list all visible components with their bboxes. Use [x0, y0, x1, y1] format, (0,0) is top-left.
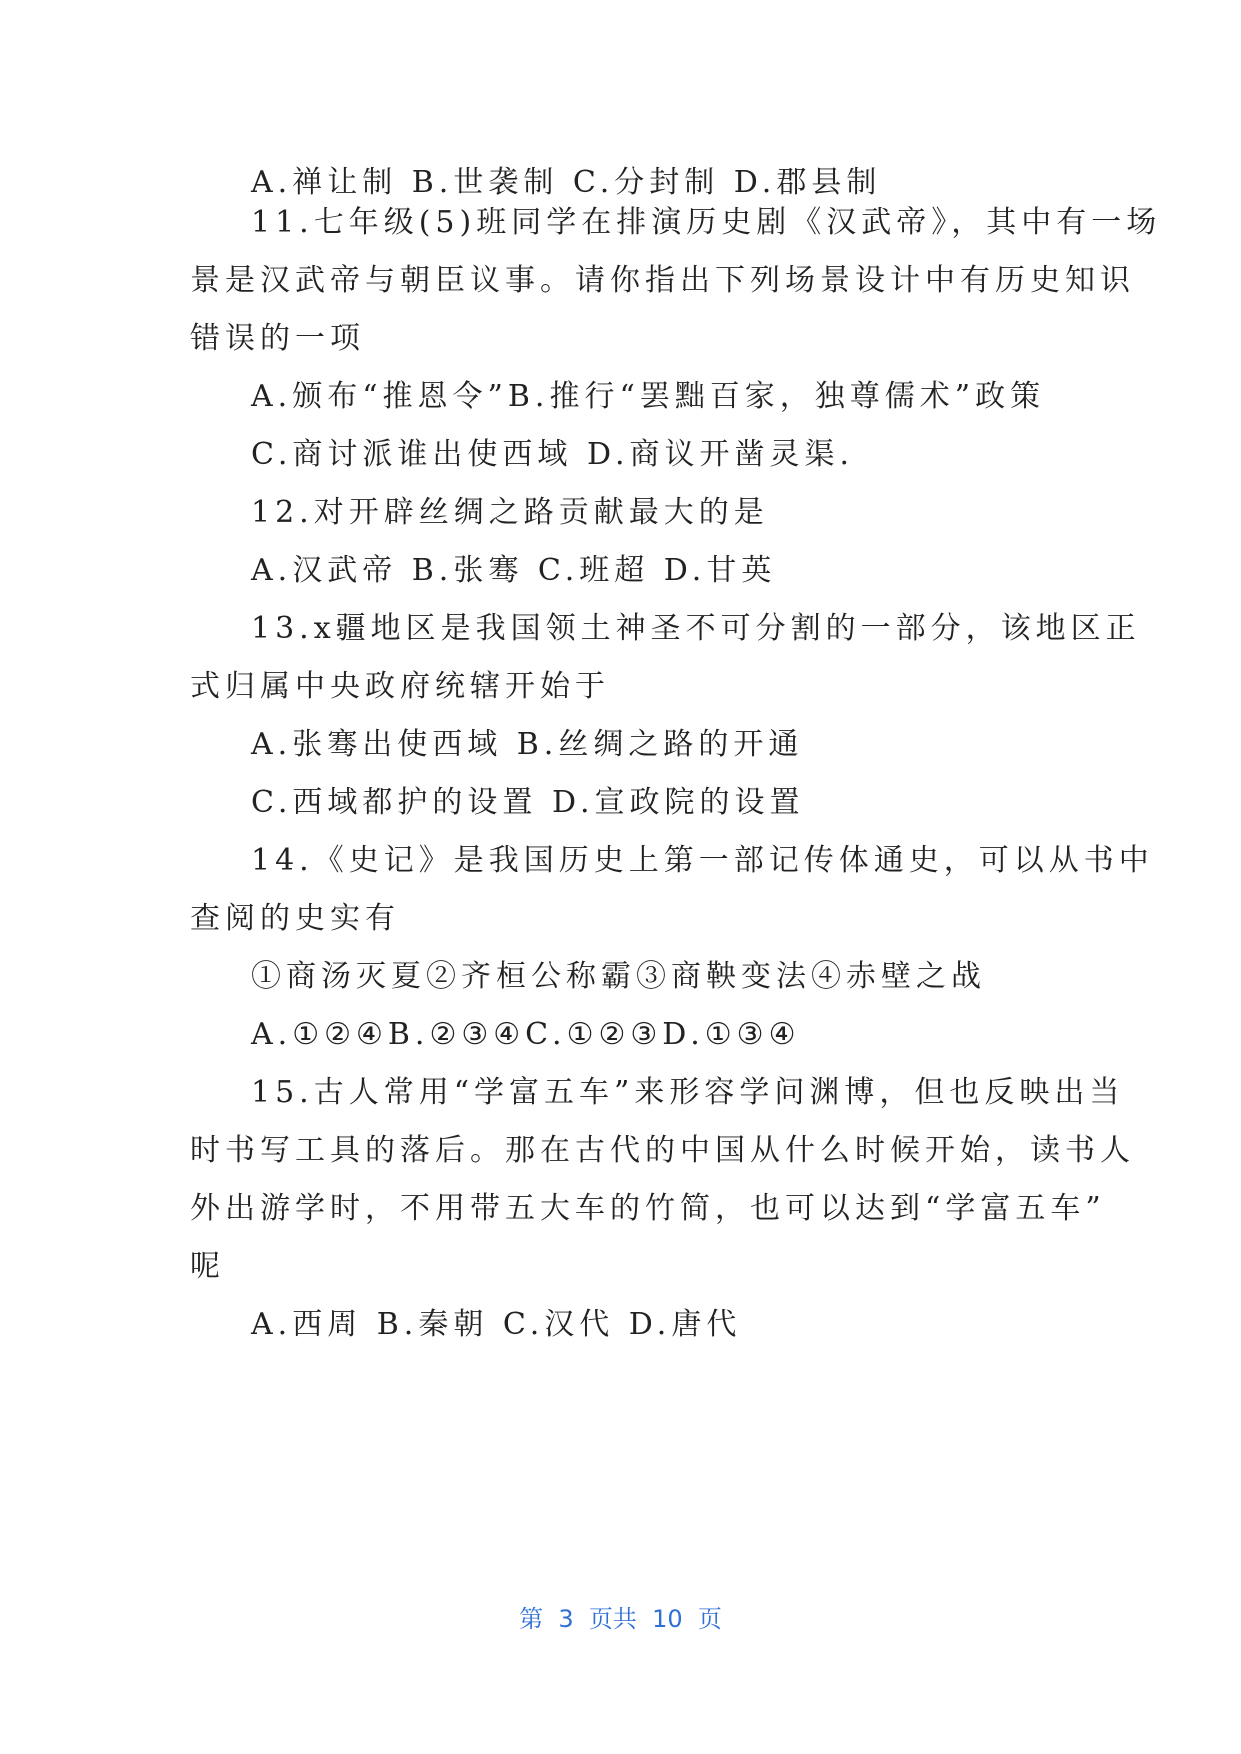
question-15-line-2: 时书写工具的落后。那在古代的中国从什么时候开始，读书人: [190, 1133, 1135, 1168]
answer-options-q15: A.西周 B.秦朝 C.汉代 D.唐代: [251, 1307, 742, 1342]
question-13-line-1: 13.x疆地区是我国领土神圣不可分割的一部分，该地区正: [251, 611, 1141, 646]
question-15-line-1: 15.古人常用“学富五车”来形容学问渊博，但也反映出当: [251, 1075, 1125, 1110]
question-14-items: ①商汤灭夏②齐桓公称霸③商鞅变法④赤壁之战: [251, 959, 986, 994]
question-15-line-3: 外出游学时，不用带五大车的竹简，也可以达到“学富五车”: [190, 1191, 1106, 1226]
question-12: 12.对开辟丝绸之路贡献最大的是: [251, 495, 769, 530]
question-11-line-2: 景是汉武帝与朝臣议事。请你指出下列场景设计中有历史知识: [190, 263, 1135, 298]
question-15-line-4: 呢: [190, 1249, 225, 1284]
answer-options-q10: A.禅让制 B.世袭制 C.分封制 D.郡县制: [251, 165, 882, 200]
question-14-line-2: 查阅的史实有: [190, 901, 400, 936]
answer-options-q12: A.汉武帝 B.张骞 C.班超 D.甘英: [251, 553, 777, 588]
question-13-line-2: 式归属中央政府统辖开始于: [190, 669, 610, 704]
answer-options-q13-line-2: C.西域都护的设置 D.宣政院的设置: [251, 785, 805, 820]
question-11-line-3: 错误的一项: [190, 321, 365, 356]
question-14-line-1: 14.《史记》是我国历史上第一部记传体通史，可以从书中: [251, 843, 1154, 878]
question-11-line-1: 11.七年级(5)班同学在排演历史剧《汉武帝》，其中有一场: [251, 205, 1162, 240]
page-number-footer: 第 3 页共 10 页: [519, 1605, 722, 1633]
answer-options-q13-line-1: A.张骞出使西域 B.丝绸之路的开通: [251, 727, 804, 762]
answer-options-q11-line-1: A.颁布“推恩令”B.推行“罢黜百家，独尊儒术”政策: [251, 379, 1046, 414]
answer-options-q14: A.①②④B.②③④C.①②③D.①③④: [251, 1017, 801, 1052]
answer-options-q11-line-2: C.商讨派谁出使西域 D.商议开凿灵渠.: [251, 437, 855, 472]
